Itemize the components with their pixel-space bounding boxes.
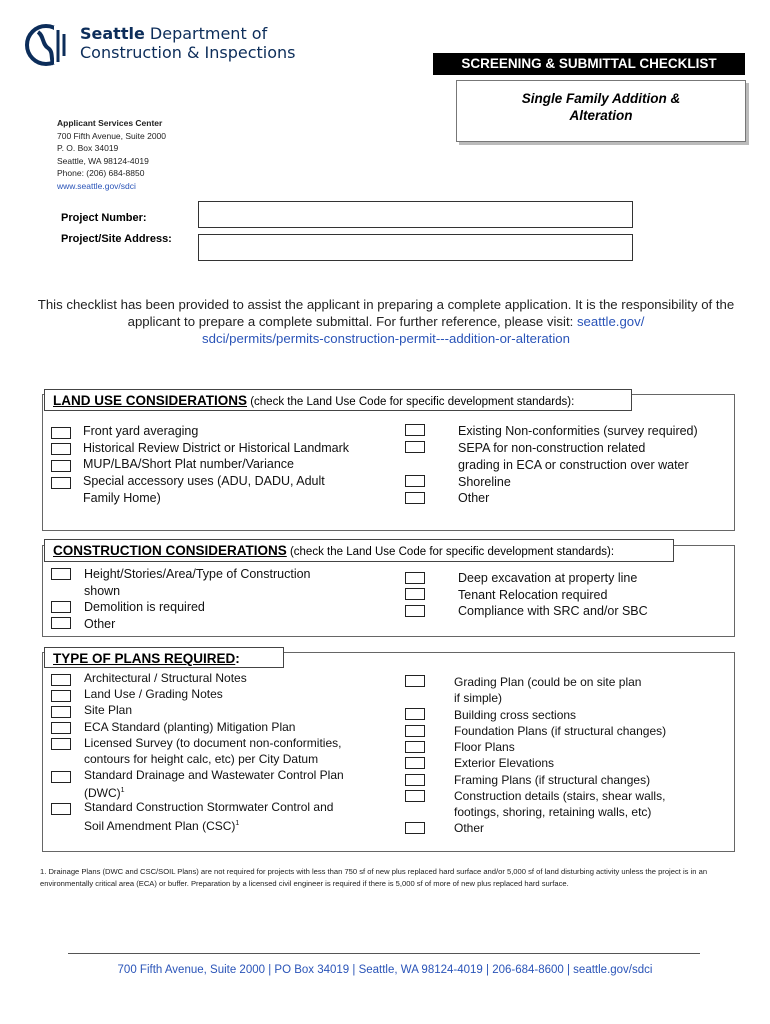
project-number-field[interactable] — [198, 201, 633, 228]
plans-item: Construction details (stairs, shear walls, — [454, 789, 666, 803]
land-use-item: SEPA for non-construction related — [458, 441, 646, 455]
org-line2: Construction & Inspections — [80, 43, 296, 62]
plans-item: if simple) — [454, 691, 503, 705]
checkbox-exterior-elevations[interactable] — [405, 757, 425, 769]
project-address-label: Project/Site Address: — [61, 233, 172, 245]
plans-item: Building cross sections — [454, 708, 577, 722]
plans-item: ECA Standard (planting) Mitigation Plan — [84, 720, 296, 734]
intro-link-part2[interactable]: sdci/permits/permits-construction-permit---addition-or-alteration — [202, 331, 570, 346]
seattle-logo-icon — [24, 22, 72, 68]
checkbox-csc[interactable] — [51, 803, 71, 815]
plans-item: Standard Drainage and Wastewater Control Plan — [84, 768, 344, 782]
checkbox-eca-plan[interactable] — [51, 722, 71, 734]
checkbox-src-sbc[interactable] — [405, 605, 425, 617]
plans-item: Land Use / Grading Notes — [84, 687, 223, 701]
checkbox-land-use-notes[interactable] — [51, 690, 71, 702]
intro-link-part1[interactable]: seattle.gov/ — [576, 314, 645, 329]
plans-item: Floor Plans — [454, 740, 515, 754]
checkbox-deep-excavation[interactable] — [405, 572, 425, 584]
footer-contact: 700 Fifth Avenue, Suite 2000 | PO Box 34019 | Seattle, WA 98124-4019 | 206-684-8600 | seattle.gov/sdci — [117, 964, 653, 976]
land-use-item: Family Home) — [83, 491, 161, 505]
project-address-field[interactable] — [198, 234, 633, 261]
plans-item: Exterior Elevations — [454, 756, 555, 770]
address-line3: Seattle, WA 98124-4019 — [57, 155, 149, 166]
intro-paragraph — [30, 296, 742, 347]
subtitle-line2: Alteration — [569, 108, 633, 123]
land-use-item: Existing Non-conformities (survey required) — [458, 424, 698, 438]
land-use-item: grading in ECA or construction over water — [458, 458, 689, 472]
checkbox-tenant-relocation[interactable] — [405, 588, 425, 600]
checkbox-construction-details[interactable] — [405, 790, 425, 802]
plans-item: footings, shoring, retaining walls, etc) — [454, 805, 652, 819]
checkbox-front-yard[interactable] — [51, 427, 71, 439]
construction-item: Demolition is required — [84, 600, 205, 614]
address-line2: P. O. Box 34019 — [57, 143, 119, 154]
checkbox-special-accessory[interactable] — [51, 477, 71, 489]
construction-item: shown — [84, 584, 121, 598]
document-subtitle — [456, 80, 746, 142]
plans-item: Other — [454, 821, 485, 835]
address-block — [57, 117, 166, 193]
construction-item: Height/Stories/Area/Type of Construction — [84, 567, 311, 581]
checkbox-cross-sections[interactable] — [405, 708, 425, 720]
plans-item: Framing Plans (if structural changes) — [454, 773, 651, 787]
land-use-item: MUP/LBA/Short Plat number/Variance — [83, 457, 294, 471]
land-use-item: Special accessory uses (ADU, DADU, Adult — [83, 474, 325, 488]
checkbox-land-use-other[interactable] — [405, 492, 425, 504]
org-line1-rest: Department of — [144, 24, 268, 43]
checkbox-sepa[interactable] — [405, 441, 425, 453]
checkbox-height-stories[interactable] — [51, 568, 71, 580]
checkbox-site-plan[interactable] — [51, 706, 71, 718]
plans-item: Site Plan — [84, 703, 133, 717]
csc-footnote-mark: 1 — [235, 820, 240, 827]
checkbox-floor-plans[interactable] — [405, 741, 425, 753]
address-phone: Phone: (206) 684-8850 — [57, 168, 145, 179]
address-title: Applicant Services Center — [57, 118, 163, 128]
document-title: SCREENING & SUBMITTAL CHECKLIST — [433, 53, 745, 75]
land-use-item: Shoreline — [458, 475, 511, 489]
plans-item: Licensed Survey (to document non-conformities, — [84, 736, 342, 750]
construction-item: Tenant Relocation required — [458, 588, 608, 602]
land-use-item: Other — [458, 491, 490, 505]
construction-item: Compliance with SRC and/or SBC — [458, 604, 648, 618]
footnote: 1. Drainage Plans (DWC and CSC/SOIL Plans) are not required for projects with less than 750 sf of new plus replaced hard surface and/or 5,000 sf of land disturbing activity unless the project is in an environmentally critical area (ECA) or buffer. Preparation by a licensed civil engineer is required if there is 5,000 sf of more of new plus replaced hard surface. — [40, 867, 708, 888]
plans-item: Architectural / Structural Notes — [84, 671, 247, 685]
checkbox-historical[interactable] — [51, 443, 71, 455]
construction-item: Deep excavation at property line — [458, 571, 638, 585]
checkbox-dwc[interactable] — [51, 771, 71, 783]
checkbox-framing-plans[interactable] — [405, 774, 425, 786]
checkbox-plans-other[interactable] — [405, 822, 425, 834]
department-name — [80, 24, 296, 62]
checkbox-demolition[interactable] — [51, 601, 71, 613]
address-web-link[interactable]: www.seattle.gov/sdci — [57, 180, 136, 191]
land-use-item: Historical Review District or Historical Landmark — [83, 441, 350, 455]
intro-text: This checklist has been provided to assist the applicant in preparing a complete application. It is the responsibility of the applicant to prepare a complete submittal. For further reference, please visit: — [37, 297, 735, 329]
plans-item: Grading Plan (could be on site plan — [454, 675, 642, 689]
checkbox-shoreline[interactable] — [405, 475, 425, 487]
plans-heading-colon: : — [235, 651, 240, 666]
plans-header — [44, 647, 284, 668]
address-line1: 700 Fifth Avenue, Suite 2000 — [57, 130, 167, 141]
dwc-footnote-mark: 1 — [120, 787, 125, 794]
construction-header — [44, 539, 674, 562]
plans-item: Foundation Plans (if structural changes) — [454, 724, 667, 738]
csc-text: Soil Amendment Plan (CSC) — [84, 819, 236, 833]
project-number-label: Project Number: — [61, 212, 147, 224]
land-use-heading: LAND USE CONSIDERATIONS — [53, 393, 248, 408]
footer-divider — [68, 953, 700, 954]
checkbox-construction-other[interactable] — [51, 617, 71, 629]
construction-note: (check the Land Use Code for specific development standards): — [286, 546, 615, 558]
subtitle-line1: Single Family Addition & — [521, 91, 681, 106]
plans-item: contours for height calc, etc) per City Datum — [84, 752, 319, 766]
construction-item: Other — [84, 617, 116, 631]
plans-item: Standard Construction Stormwater Control and — [84, 800, 334, 814]
checkbox-foundation-plans[interactable] — [405, 725, 425, 737]
plans-item — [84, 816, 239, 834]
construction-heading: CONSTRUCTION CONSIDERATIONS — [53, 543, 287, 558]
checkbox-nonconformities[interactable] — [405, 424, 425, 436]
plans-heading: TYPE OF PLANS REQUIRED — [53, 651, 236, 666]
checkbox-grading-plan[interactable] — [405, 675, 425, 687]
land-use-item: Front yard averaging — [83, 424, 199, 438]
land-use-note: (check the Land Use Code for specific development standards): — [247, 396, 575, 408]
org-line1: Seattle — [80, 24, 145, 43]
checkbox-arch-notes[interactable] — [51, 674, 71, 686]
checkbox-mup[interactable] — [51, 460, 71, 472]
land-use-header — [44, 389, 632, 411]
dwc-text: (DWC) — [84, 786, 121, 800]
checkbox-licensed-survey[interactable] — [51, 738, 71, 750]
